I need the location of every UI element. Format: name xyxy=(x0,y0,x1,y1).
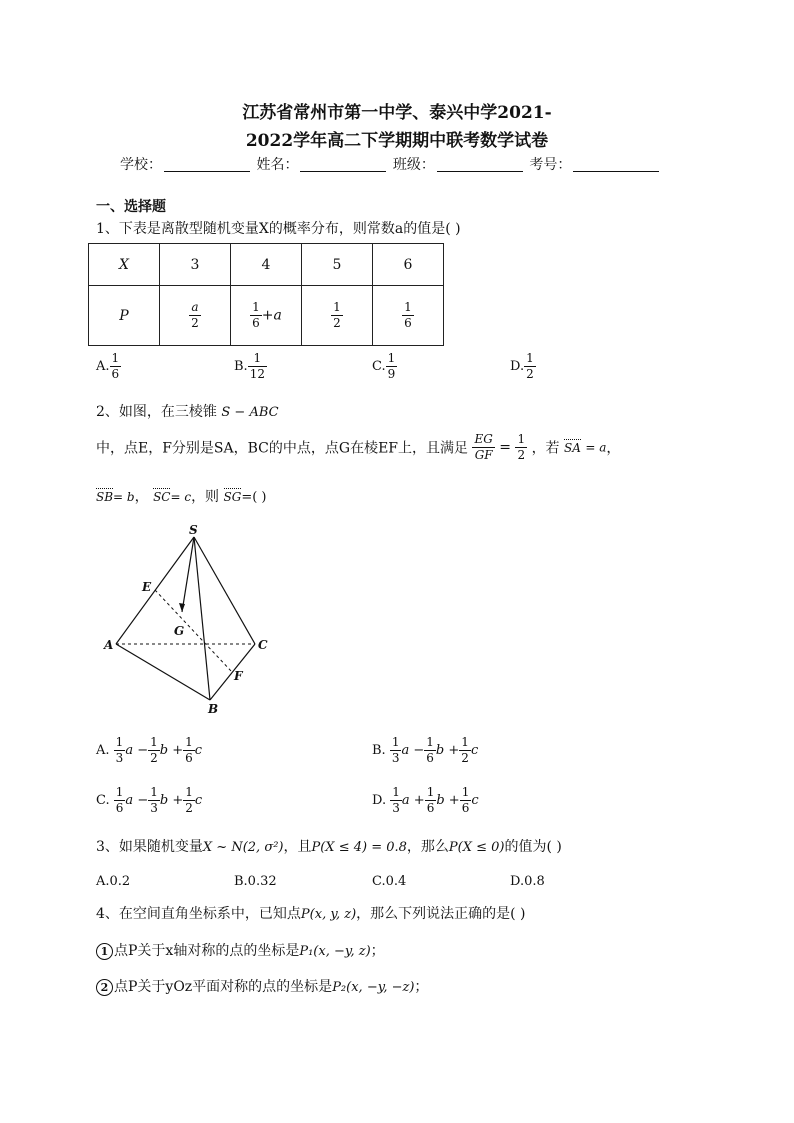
q3-option-a[interactable]: A.0.2 xyxy=(96,874,131,889)
table-cell: $\frac{1}{2}$ xyxy=(302,286,373,346)
table-cell: 3 xyxy=(160,244,231,286)
tetrahedron-figure xyxy=(98,520,278,720)
section-heading: 一、选择题 xyxy=(96,199,166,215)
table-cell: 6 xyxy=(373,244,444,286)
table-cell: $\frac{1}{6}$ xyxy=(373,286,444,346)
label-c: C xyxy=(258,638,268,652)
q2-option-c[interactable]: C. $\frac{1}{6}$ a − $\frac{1}{3}$ b + $\frac{1}{2}$ c xyxy=(96,785,203,815)
q4-statement-2: 2 点P关于yOz平面对称的点的坐标是P₂(x, −y, −z)； xyxy=(96,976,428,996)
q3-option-b[interactable]: B.0.32 xyxy=(234,874,277,889)
label-f: F xyxy=(234,669,243,683)
label-b: B xyxy=(208,702,219,716)
school-label: 学校： xyxy=(120,157,162,173)
arrowhead-g xyxy=(179,603,185,612)
label-s: S xyxy=(189,523,198,537)
q1-stem: 1、下表是离散型随机变量X的概率分布，则常数a的值是( ) xyxy=(96,221,461,237)
label-g: G xyxy=(174,624,185,638)
exam-number-blank[interactable] xyxy=(573,157,659,172)
exam-number-label: 考号： xyxy=(529,157,572,173)
q2-option-b[interactable]: B. $\frac{1}{3}$ a − $\frac{1}{6}$ b + $\frac{1}{2}$ c xyxy=(372,735,479,765)
table-cell: $\frac{a}{2}$ xyxy=(160,286,231,346)
q1-option-a[interactable]: A. $\frac{1}{6}$ xyxy=(96,351,120,381)
edge-ab xyxy=(116,644,210,700)
class-label: 班级： xyxy=(392,157,435,173)
school-blank[interactable] xyxy=(164,157,250,172)
q2-option-d[interactable]: D. $\frac{1}{3}$ a + $\frac{1}{6}$ b + $\frac{1}{6}$ c xyxy=(372,785,479,815)
q4-statement-1: 1 点P关于x轴对称的点的坐标是P₁(x, −y, z)； xyxy=(96,940,385,960)
vector-sg xyxy=(182,537,194,612)
name-label: 姓名： xyxy=(256,157,299,173)
exam-title-line1: 江苏省常州市第一中学、泰兴中学2021- xyxy=(242,103,552,123)
q1-option-b[interactable]: B. $\frac{1}{12}$ xyxy=(234,351,265,381)
circled-number-2: 2 xyxy=(96,979,113,996)
class-blank[interactable] xyxy=(437,157,523,172)
label-e: E xyxy=(142,580,152,594)
q1-option-c[interactable]: C. $\frac{1}{9}$ xyxy=(372,351,396,381)
table-cell: 4 xyxy=(231,244,302,286)
q3-option-c[interactable]: C.0.4 xyxy=(372,874,407,889)
q2-stem-line2: 中，点E，F分别是SA，BC的中点，点G在棱EF上，且满足 $\frac{EG}{GF}$ = $\frac{1}{2}$ ，若 SA = a， xyxy=(96,432,621,462)
table-header-x: X xyxy=(89,244,160,286)
edge-cb xyxy=(210,644,255,700)
q2-option-a[interactable]: A. $\frac{1}{3}$ a − $\frac{1}{2}$ b + $\frac{1}{6}$ c xyxy=(96,735,203,765)
q2-stem-line1: 2、如图，在三棱锥 S − ABC xyxy=(96,404,279,420)
probability-table xyxy=(88,243,444,346)
segment-ef-hidden xyxy=(155,590,232,672)
circled-number-1: 1 xyxy=(96,943,113,960)
exam-title-line2: 2022学年高二下学期期中联考数学试卷 xyxy=(245,131,549,151)
q2-stem-line3: SB= b， SC= c，则 SG=( ) xyxy=(96,489,267,505)
table-header-p: P xyxy=(89,286,160,346)
q1-option-d[interactable]: D. $\frac{1}{2}$ xyxy=(510,351,534,381)
table-cell: $\frac{1}{6}$ +a xyxy=(231,286,302,346)
label-a: A xyxy=(104,638,114,652)
table-cell: 5 xyxy=(302,244,373,286)
q3-option-d[interactable]: D.0.8 xyxy=(510,874,545,889)
student-info-line xyxy=(120,154,661,174)
name-blank[interactable] xyxy=(300,157,386,172)
q3-stem: 3、如果随机变量X ~ N(2, σ²)，且P(X ≤ 4) = 0.8，那么P(X ≤ 0)的值为( ) xyxy=(96,839,562,855)
q4-stem: 4、在空间直角坐标系中，已知点P(x, y, z)，那么下列说法正确的是( ) xyxy=(96,906,526,922)
